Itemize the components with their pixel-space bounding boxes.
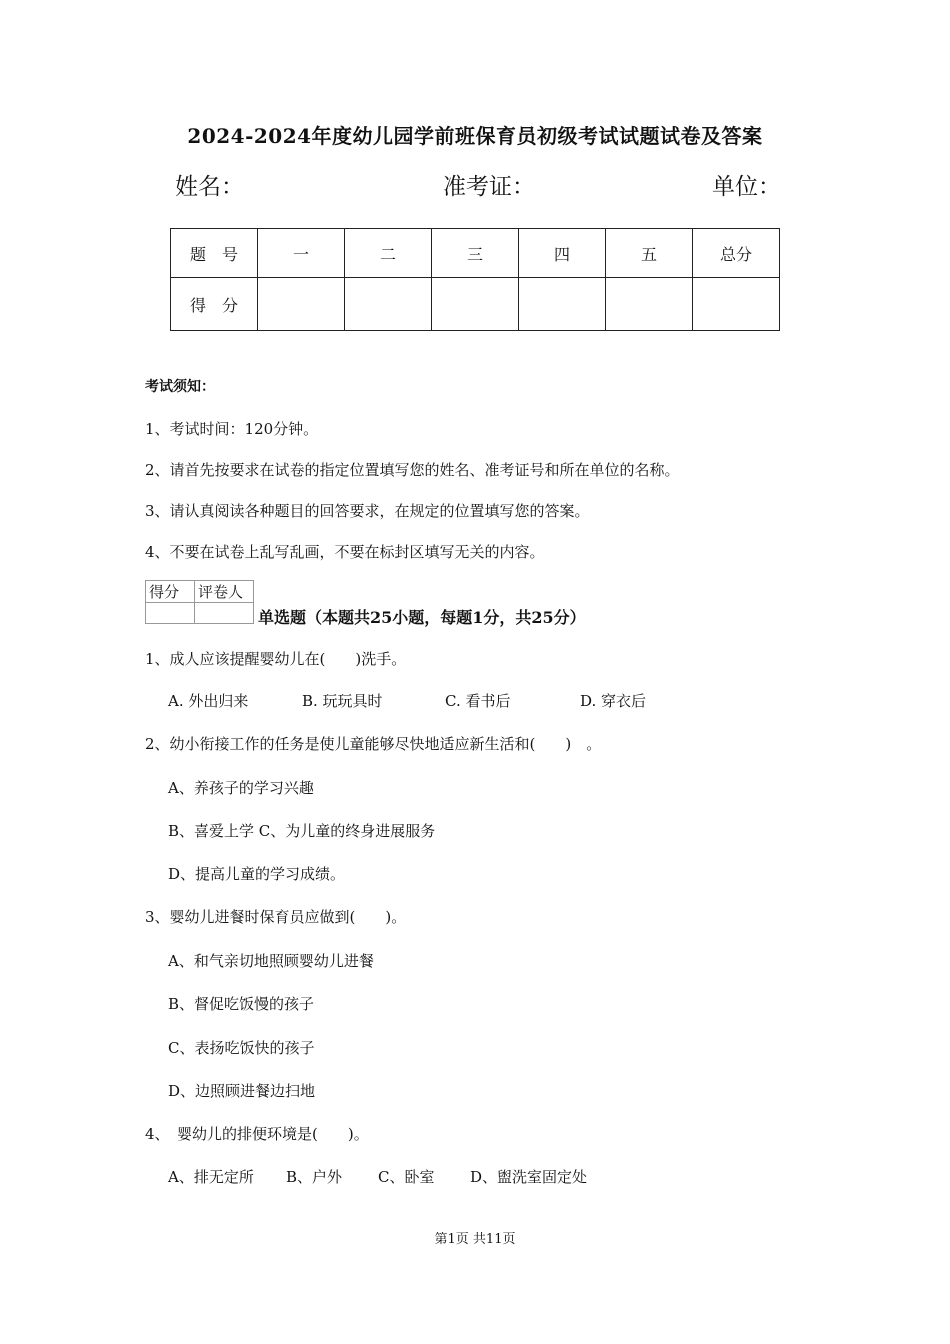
unit-label: 单位：: [712, 174, 781, 200]
score-table: [170, 228, 780, 331]
grader-score-cell: [146, 603, 195, 624]
question-option: A、和气亲切地照顾婴幼儿进餐: [168, 952, 374, 970]
notes-item: 3、请认真阅读各种题目的回答要求，在规定的位置填写您的答案。: [145, 502, 590, 520]
grader-score-label: 得分: [146, 581, 195, 603]
question-option: D、盥洗室固定处: [470, 1168, 588, 1186]
score-row-label: 得 分: [171, 278, 258, 331]
question-option: A、养孩子的学习兴趣: [168, 779, 314, 797]
score-cell: [693, 278, 780, 331]
score-header-cell: 三: [432, 229, 519, 278]
grader-table: [145, 580, 254, 624]
score-cell: [606, 278, 693, 331]
score-header-cell: 二: [345, 229, 432, 278]
page-footer: 第1页 共11页: [434, 1232, 516, 1247]
score-header-cell: 题 号: [171, 229, 258, 278]
question-option: B、户外: [286, 1168, 343, 1186]
score-header-cell: 一: [258, 229, 345, 278]
score-cell: [258, 278, 345, 331]
question-option: B、喜爱上学 C、为儿童的终身进展服务: [168, 822, 436, 840]
score-header-cell: 四: [519, 229, 606, 278]
question-option: C、表扬吃饭快的孩子: [168, 1039, 315, 1057]
question-stem: 1、成人应该提醒婴幼儿在( )洗手。: [145, 650, 407, 668]
name-label: 姓名：: [175, 174, 244, 200]
score-cell: [432, 278, 519, 331]
notes-item: 2、请首先按要求在试卷的指定位置填写您的姓名、准考证号和所在单位的名称。: [145, 461, 680, 479]
question-option: C、卧室: [378, 1168, 435, 1186]
notes-title: 考试须知：: [145, 379, 215, 395]
question-option: C. 看书后: [445, 692, 511, 710]
score-header-cell: 五: [606, 229, 693, 278]
question-option: D、提高儿童的学习成绩。: [168, 865, 346, 883]
score-cell: [519, 278, 606, 331]
question-option: B. 玩玩具时: [302, 692, 383, 710]
grader-name-cell: [195, 603, 254, 624]
question-stem: 3、婴幼儿进餐时保育员应做到( )。: [145, 908, 407, 926]
notes-item: 4、不要在试卷上乱写乱画，不要在标封区填写无关的内容。: [145, 543, 545, 561]
score-table-header-row: [171, 229, 780, 278]
question-option: D. 穿衣后: [580, 692, 647, 710]
question-option: B、督促吃饭慢的孩子: [168, 995, 315, 1013]
question-option: A、排无定所: [168, 1168, 254, 1186]
score-table-score-row: [171, 278, 780, 331]
question-stem: 2、幼小衔接工作的任务是使儿童能够尽快地适应新生活和( ) 。: [145, 735, 602, 753]
exam-number-label: 准考证：: [443, 174, 535, 200]
candidate-fields: [0, 168, 950, 204]
grader-name-label: 评卷人: [195, 581, 254, 603]
section-title: 单选题（本题共25小题，每题1分，共25分）: [258, 608, 586, 627]
score-cell: [345, 278, 432, 331]
question-option: D、边照顾进餐边扫地: [168, 1082, 316, 1100]
page-title: 2024-2024年度幼儿园学前班保育员初级考试试题试卷及答案: [187, 124, 763, 148]
question-stem: 4、 婴幼儿的排便环境是( )。: [145, 1125, 369, 1143]
question-option: A. 外出归来: [168, 692, 249, 710]
score-header-cell: 总分: [693, 229, 780, 278]
notes-item: 1、考试时间：120分钟。: [145, 420, 319, 438]
